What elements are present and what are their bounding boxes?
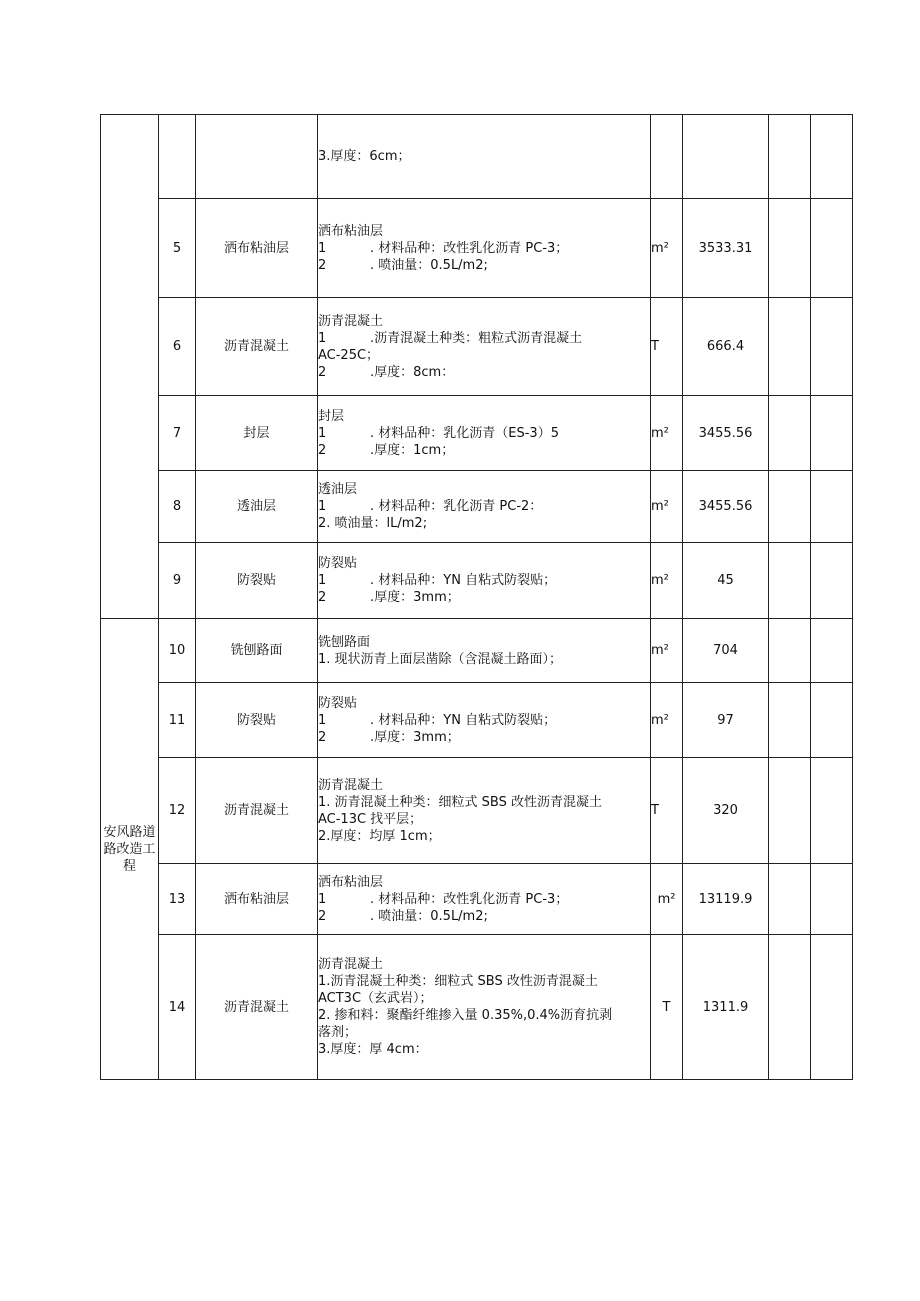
total-price-cell xyxy=(811,471,853,543)
quantity-cell: 320 xyxy=(683,758,769,864)
total-price-cell xyxy=(811,543,853,619)
item-name-cell: 洒布粘油层 xyxy=(196,864,318,935)
item-description-cell xyxy=(318,619,651,683)
item-number-cell: 7 xyxy=(159,396,196,471)
description-line xyxy=(318,442,650,459)
total-price-cell xyxy=(811,115,853,199)
description-line-text: 3.厚度：6cm； xyxy=(318,149,411,164)
total-price-cell xyxy=(811,619,853,683)
description-line xyxy=(318,572,650,589)
description-line xyxy=(318,1007,650,1024)
description-line-text: . 材料品种：YN 自粘式防裂贴； xyxy=(370,712,557,728)
description-line xyxy=(318,498,650,515)
total-price-cell xyxy=(811,935,853,1080)
description-line-text: 沥青混凝土 xyxy=(318,777,384,793)
unit-price-cell xyxy=(769,864,811,935)
description-line-number: 2 xyxy=(318,442,327,458)
description-line-number: 2 xyxy=(318,908,327,924)
item-name-cell xyxy=(196,115,318,199)
table-row xyxy=(101,396,853,471)
description-line xyxy=(318,794,650,811)
description-line-text: 透油层 xyxy=(318,482,358,497)
total-price-cell xyxy=(811,199,853,298)
item-number-cell: 12 xyxy=(159,758,196,864)
description-line xyxy=(318,347,650,364)
description-line-number: 1 xyxy=(318,240,327,256)
unit-cell: m² xyxy=(651,471,683,543)
table-body xyxy=(101,115,853,1080)
description-line-number: 1 xyxy=(318,330,327,346)
item-name-cell: 沥青混凝土 xyxy=(196,758,318,864)
description-line xyxy=(318,990,650,1007)
section-name-cell xyxy=(101,115,159,619)
item-description-cell xyxy=(318,396,651,471)
item-description-cell xyxy=(318,758,651,864)
quantity-cell: 1311.9 xyxy=(683,935,769,1080)
description-line-text: 洒布粘油层 xyxy=(318,223,384,239)
description-line-text: 1.沥青混凝土种类：细粒式 SBS 改性沥青混凝土 xyxy=(318,974,598,989)
total-price-cell xyxy=(811,864,853,935)
table-row xyxy=(101,543,853,619)
unit-price-cell xyxy=(769,298,811,396)
total-price-cell xyxy=(811,758,853,864)
unit-price-cell xyxy=(769,471,811,543)
description-line-number: 1 xyxy=(318,573,327,588)
description-line xyxy=(318,712,650,729)
description-line-number: 1 xyxy=(318,891,327,907)
section-name-cell xyxy=(101,619,159,1080)
unit-cell: m² xyxy=(651,619,683,683)
description-line xyxy=(318,651,650,668)
description-line xyxy=(318,634,650,651)
unit-price-cell xyxy=(769,199,811,298)
item-number-cell: 5 xyxy=(159,199,196,298)
description-line-text: .沥青混凝土种类：粗粒式沥青混凝土 xyxy=(370,330,583,346)
table-row xyxy=(101,864,853,935)
item-name-cell: 沥青混凝土 xyxy=(196,935,318,1080)
unit-price-cell xyxy=(769,396,811,471)
unit-cell: T xyxy=(651,935,683,1080)
table-row xyxy=(101,758,853,864)
item-description-cell xyxy=(318,683,651,758)
description-line xyxy=(318,1024,650,1041)
table-row xyxy=(101,199,853,298)
unit-cell: m² xyxy=(651,683,683,758)
description-line xyxy=(318,874,650,891)
unit-cell: T xyxy=(651,298,683,396)
table-row xyxy=(101,471,853,543)
quantity-cell: 45 xyxy=(683,543,769,619)
description-line-text: .厚度：1cm； xyxy=(370,442,455,458)
table-row xyxy=(101,619,853,683)
description-line xyxy=(318,695,650,712)
description-line-number: 2 xyxy=(318,729,327,745)
description-line-text: 沥青混凝土 xyxy=(318,957,384,972)
table-row xyxy=(101,683,853,758)
description-line-text: 铣刨路面 xyxy=(318,634,371,650)
table-row xyxy=(101,298,853,396)
description-line-text: . 材料品种：改性乳化沥青 PC-3； xyxy=(370,240,569,256)
item-number-cell: 9 xyxy=(159,543,196,619)
unit-price-cell xyxy=(769,935,811,1080)
description-line-text: .厚度：3mm； xyxy=(370,729,460,745)
description-line-text: 3.厚度：厚 4cm： xyxy=(318,1042,428,1057)
unit-price-cell xyxy=(769,758,811,864)
item-description-cell xyxy=(318,935,651,1080)
quantity-cell: 666.4 xyxy=(683,298,769,396)
description-line xyxy=(318,777,650,794)
quantity-cell: 3533.31 xyxy=(683,199,769,298)
description-line-text: . 材料品种：乳化沥青 PC-2： xyxy=(370,499,543,514)
quantity-cell: 3455.56 xyxy=(683,471,769,543)
description-line-text: . 喷油量：0.5L/m2; xyxy=(370,908,488,924)
description-line-text: 1. 沥青混凝土种类：细粒式 SBS 改性沥青混凝土 xyxy=(318,794,602,810)
item-description-cell xyxy=(318,199,651,298)
description-line xyxy=(318,330,650,347)
item-name-cell: 封层 xyxy=(196,396,318,471)
table-row xyxy=(101,115,853,199)
description-line xyxy=(318,589,650,606)
description-line-text: .厚度：3mm； xyxy=(370,590,460,605)
item-name-cell: 铣刨路面 xyxy=(196,619,318,683)
unit-cell: m² xyxy=(651,864,683,935)
total-price-cell xyxy=(811,298,853,396)
unit-cell: m² xyxy=(651,543,683,619)
item-description-cell xyxy=(318,471,651,543)
item-number-cell xyxy=(159,115,196,199)
item-description-cell xyxy=(318,298,651,396)
item-number-cell: 10 xyxy=(159,619,196,683)
total-price-cell xyxy=(811,396,853,471)
unit-price-cell xyxy=(769,543,811,619)
description-line xyxy=(318,515,650,532)
description-line-text: . 材料品种：YN 自粘式防裂贴； xyxy=(370,573,557,588)
unit-price-cell xyxy=(769,115,811,199)
description-line xyxy=(318,313,650,330)
item-name-cell: 防裂贴 xyxy=(196,543,318,619)
description-line xyxy=(318,729,650,746)
item-description-cell xyxy=(318,864,651,935)
unit-cell: m² xyxy=(651,396,683,471)
quantity-cell: 3455.56 xyxy=(683,396,769,471)
description-line-text: 防裂贴 xyxy=(318,695,358,711)
description-line-text: . 材料品种：改性乳化沥青 PC-3； xyxy=(370,891,569,907)
description-line xyxy=(318,240,650,257)
description-line-text: 2. 掺和料：聚酯纤维掺入量 0.35%,0.4%沥育抗剥 xyxy=(318,1008,613,1023)
description-line xyxy=(318,364,650,381)
description-line xyxy=(318,148,650,165)
description-line-number: 1 xyxy=(318,712,327,728)
item-number-cell: 13 xyxy=(159,864,196,935)
item-name-cell: 透油层 xyxy=(196,471,318,543)
description-line xyxy=(318,891,650,908)
quantity-cell: 97 xyxy=(683,683,769,758)
description-line xyxy=(318,973,650,990)
description-line-text: 2.厚度：均厚 1cm； xyxy=(318,828,441,844)
description-line-text: 洒布粘油层 xyxy=(318,874,384,890)
quantity-cell xyxy=(683,115,769,199)
description-line-text: 2. 喷油量：lL/m2; xyxy=(318,516,428,531)
description-line xyxy=(318,1041,650,1058)
description-line xyxy=(318,555,650,572)
description-line-text: AC-13C 找平层； xyxy=(318,811,423,827)
description-line-text: 封层 xyxy=(318,408,345,424)
item-number-cell: 14 xyxy=(159,935,196,1080)
unit-cell xyxy=(651,115,683,199)
bill-of-quantities-table xyxy=(100,114,853,1080)
description-line xyxy=(318,257,650,274)
description-line-text: 沥青混凝土 xyxy=(318,313,384,329)
description-line xyxy=(318,908,650,925)
item-name-cell: 沥青混凝土 xyxy=(196,298,318,396)
description-line xyxy=(318,425,650,442)
item-number-cell: 8 xyxy=(159,471,196,543)
unit-price-cell xyxy=(769,683,811,758)
description-line-text: .厚度：8cm： xyxy=(370,364,455,380)
item-description-cell xyxy=(318,115,651,199)
description-line xyxy=(318,811,650,828)
description-line-number: 2 xyxy=(318,364,327,380)
description-line-number: 2 xyxy=(318,590,327,605)
unit-cell: m² xyxy=(651,199,683,298)
table-row xyxy=(101,935,853,1080)
item-name-cell: 洒布粘油层 xyxy=(196,199,318,298)
item-description-cell xyxy=(318,543,651,619)
description-line-text: 落剂； xyxy=(318,1025,358,1040)
item-name-cell: 防裂贴 xyxy=(196,683,318,758)
section-name: 安风路道路改造工程 xyxy=(103,824,156,874)
description-line-text: ACT3C（玄武岩）； xyxy=(318,991,433,1006)
description-line xyxy=(318,408,650,425)
total-price-cell xyxy=(811,683,853,758)
description-line-number: 1 xyxy=(318,425,327,441)
description-line-text: 1. 现状沥青上面层凿除（含混凝土路面）； xyxy=(318,651,563,667)
description-line-text: . 喷油量：0.5L/m2; xyxy=(370,257,488,273)
item-number-cell: 6 xyxy=(159,298,196,396)
description-line-text: . 材料品种：乳化沥青（ES-3）5 xyxy=(370,425,559,441)
quantity-cell: 13119.9 xyxy=(683,864,769,935)
description-line-text: AC-25C； xyxy=(318,347,380,363)
unit-cell: T xyxy=(651,758,683,864)
description-line-number: 1 xyxy=(318,499,327,514)
item-number-cell: 11 xyxy=(159,683,196,758)
description-line xyxy=(318,956,650,973)
description-line-text: 防裂贴 xyxy=(318,556,358,571)
description-line xyxy=(318,481,650,498)
unit-price-cell xyxy=(769,619,811,683)
quantity-cell: 704 xyxy=(683,619,769,683)
description-line xyxy=(318,223,650,240)
description-line xyxy=(318,828,650,845)
description-line-number: 2 xyxy=(318,257,327,273)
